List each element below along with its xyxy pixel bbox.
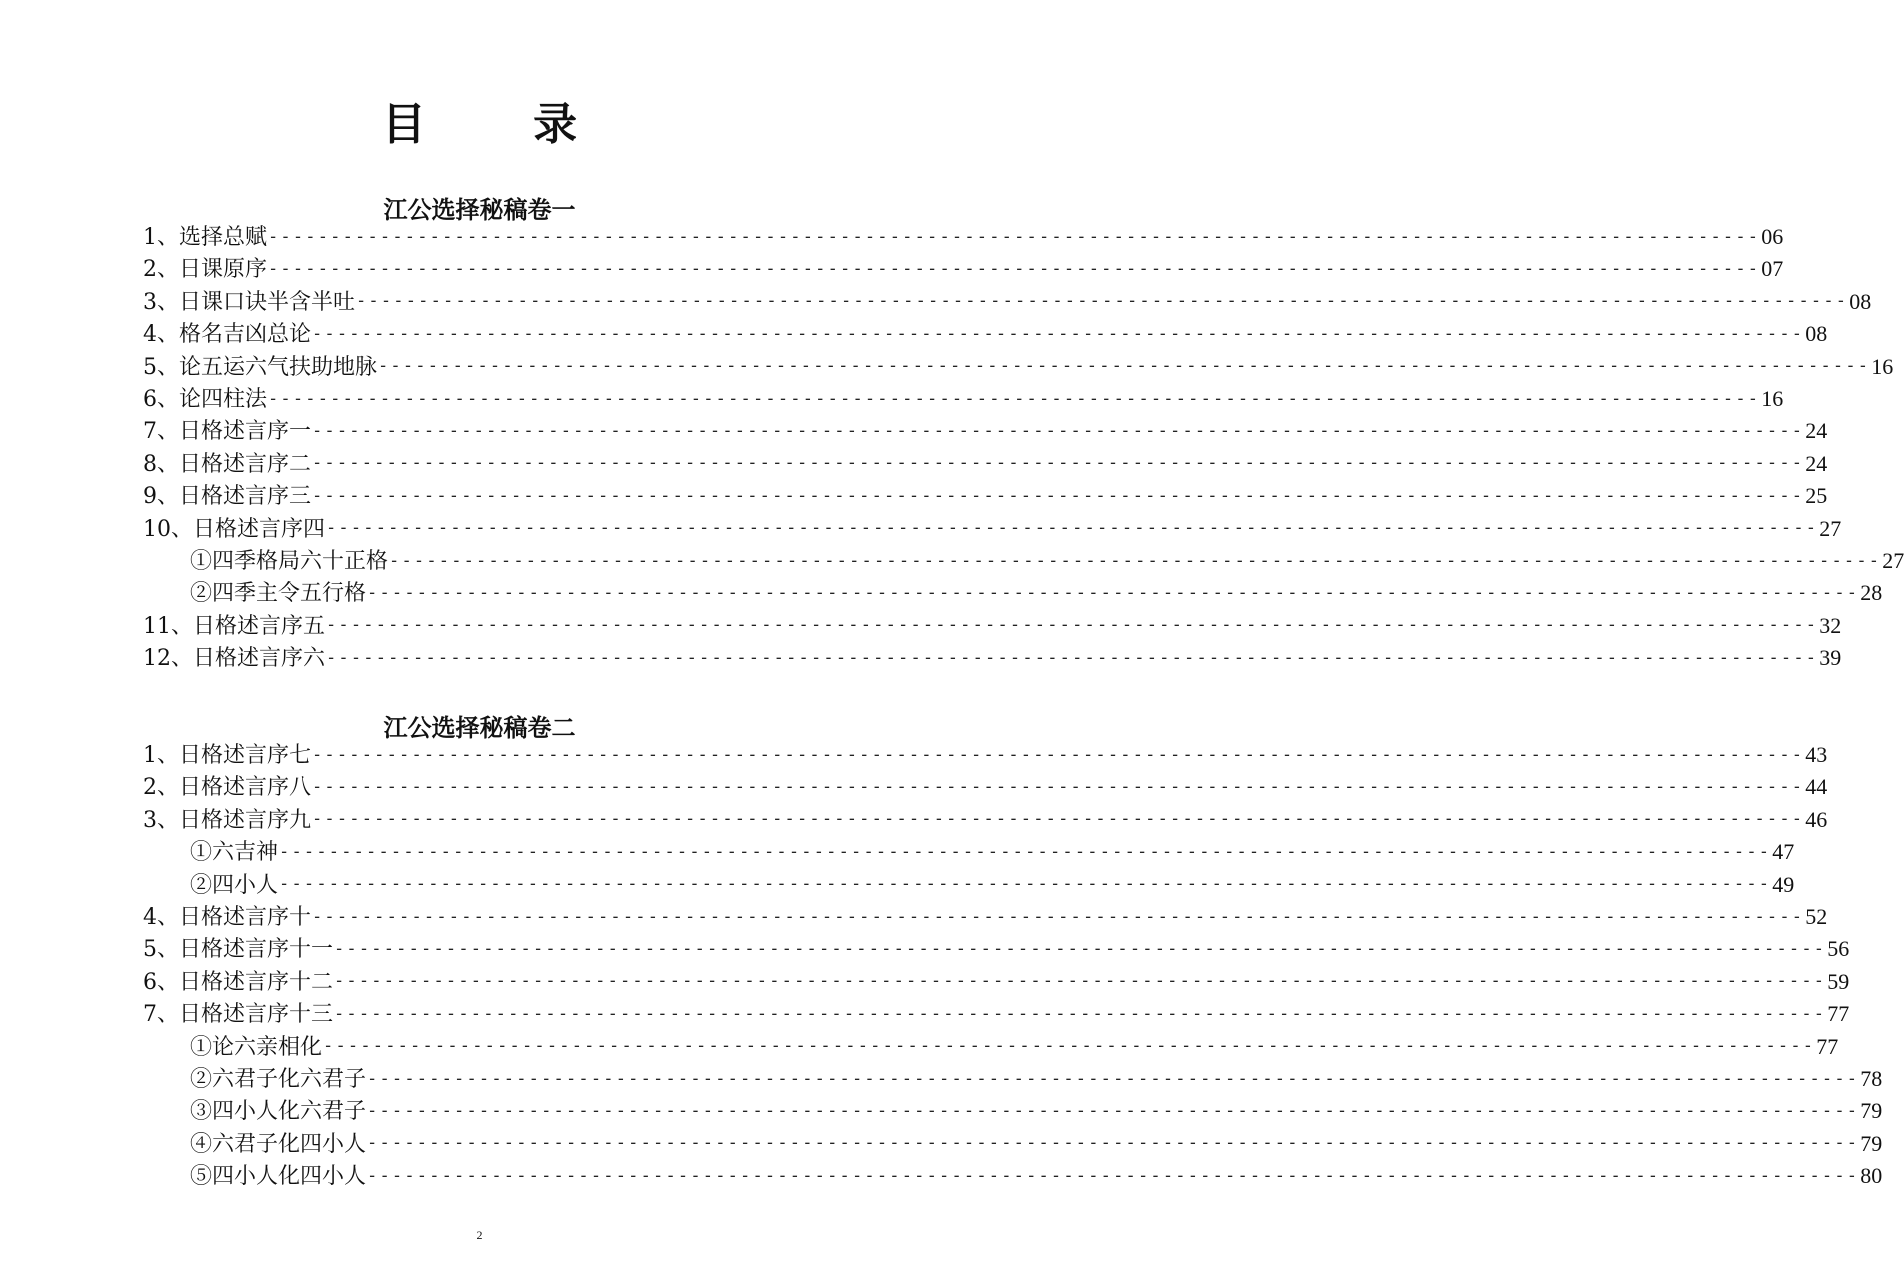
toc-entry[interactable]	[143, 480, 1828, 512]
toc-entry-label: 10、日格述言序四	[143, 516, 325, 542]
toc-list-volume-1	[143, 221, 1904, 674]
toc-entry-label: 12、日格述言序六	[143, 646, 325, 672]
toc-entry[interactable]	[143, 351, 1894, 383]
toc-page-number: 25	[1805, 483, 1828, 509]
toc-leader-dashes: ------------------------------------------------------------------------------------------------------------------------	[367, 1165, 1860, 1186]
toc-entry-label: ⑤四小人化四小人	[190, 1164, 367, 1190]
toc-entry-label: ④六君子化四小人	[190, 1131, 367, 1157]
toc-page-number: 79	[1860, 1098, 1883, 1124]
toc-page-number: 43	[1805, 742, 1828, 767]
toc-entry[interactable]	[143, 610, 1842, 642]
toc-leader-dashes: ------------------------------------------------------------------------------------------------------------------------	[389, 550, 1882, 571]
toc-page-number: 24	[1805, 450, 1828, 476]
toc-entry[interactable]	[143, 804, 1828, 836]
toc-entry-label: ①六吉神	[190, 840, 279, 866]
toc-subentry[interactable]	[143, 1128, 1883, 1160]
toc-leader-dashes: ------------------------------------------------------------------------------------------------------------------------	[326, 518, 1819, 539]
toc-leader-dashes: ------------------------------------------------------------------------------------------------------------------------	[312, 744, 1805, 765]
toc-leader-dashes: ------------------------------------------------------------------------------------------------------------------------	[268, 226, 1761, 247]
page-number: 2	[476, 1228, 483, 1242]
toc-entry[interactable]	[143, 318, 1828, 350]
toc-leader-dashes: ------------------------------------------------------------------------------------------------------------------------	[268, 259, 1761, 280]
section-title-volume-2: 江公选择秘稿卷二	[383, 714, 576, 742]
toc-leader-dashes: ------------------------------------------------------------------------------------------------------------------------	[326, 615, 1819, 636]
section-title-volume-1: 江公选择秘稿卷一	[383, 196, 576, 224]
toc-entry[interactable]	[143, 415, 1828, 447]
toc-page-number: 47	[1772, 839, 1795, 865]
toc-page-number: 59	[1827, 968, 1850, 994]
toc-page-number: 46	[1805, 806, 1828, 832]
toc-page-number: 79	[1860, 1130, 1883, 1156]
toc-entry-label: 3、日课口诀半含半吐	[143, 289, 355, 315]
toc-subentry[interactable]	[143, 1063, 1883, 1095]
toc-entry-label: 2、日格述言序八	[143, 775, 311, 801]
toc-leader-dashes: ------------------------------------------------------------------------------------------------------------------------	[312, 323, 1805, 344]
toc-page-number: 80	[1860, 1163, 1883, 1189]
toc-page-number: 08	[1849, 288, 1872, 314]
toc-leader-dashes: ------------------------------------------------------------------------------------------------------------------------	[312, 777, 1805, 798]
toc-page-number: 77	[1816, 1033, 1839, 1059]
toc-entry[interactable]	[143, 642, 1842, 674]
toc-leader-dashes: ------------------------------------------------------------------------------------------------------------------------	[279, 841, 1772, 862]
toc-page-number: 77	[1827, 1001, 1850, 1027]
toc-entry-label: 6、论四柱法	[143, 386, 267, 412]
toc-leader-dashes: ------------------------------------------------------------------------------------------------------------------------	[312, 421, 1805, 442]
toc-leader-dashes: ------------------------------------------------------------------------------------------------------------------------	[279, 874, 1772, 895]
toc-leader-dashes: ------------------------------------------------------------------------------------------------------------------------	[334, 971, 1827, 992]
toc-leader-dashes: ------------------------------------------------------------------------------------------------------------------------	[312, 906, 1805, 927]
toc-entry-label: 11、日格述言序五	[143, 613, 325, 639]
toc-entry-label: 7、日格述言序十三	[143, 1002, 333, 1028]
toc-subentry[interactable]	[143, 545, 1904, 577]
toc-page-number: 27	[1819, 515, 1842, 541]
toc-leader-dashes: ------------------------------------------------------------------------------------------------------------------------	[323, 1036, 1816, 1057]
toc-leader-dashes: ------------------------------------------------------------------------------------------------------------------------	[268, 388, 1761, 409]
toc-page-number: 16	[1761, 385, 1784, 411]
toc-entry[interactable]	[143, 771, 1828, 803]
toc-leader-dashes: ------------------------------------------------------------------------------------------------------------------------	[367, 582, 1860, 603]
toc-leader-dashes: ------------------------------------------------------------------------------------------------------------------------	[367, 1133, 1860, 1154]
toc-entry[interactable]	[143, 286, 1872, 318]
toc-page-number: 07	[1761, 256, 1784, 282]
toc-subentry[interactable]	[143, 577, 1883, 609]
toc-entry-label: 2、日课原序	[143, 257, 267, 283]
toc-entry-label: ①论六亲相化	[190, 1034, 323, 1060]
toc-subentry[interactable]	[143, 869, 1795, 901]
toc-page-number: 24	[1805, 418, 1828, 444]
toc-subentry[interactable]	[143, 1031, 1839, 1063]
toc-entry-label: 8、日格述言序二	[143, 451, 311, 477]
toc-entry[interactable]	[143, 966, 1850, 998]
toc-subentry[interactable]	[143, 1095, 1883, 1127]
toc-page-number: 56	[1827, 936, 1850, 962]
toc-entry[interactable]	[143, 933, 1850, 965]
toc-page-number: 39	[1819, 645, 1842, 671]
toc-leader-dashes: ------------------------------------------------------------------------------------------------------------------------	[312, 453, 1805, 474]
toc-entry[interactable]	[143, 221, 1784, 253]
toc-entry-label: 5、日格述言序十一	[143, 937, 333, 963]
toc-entry-label: 1、日格述言序七	[143, 743, 311, 768]
toc-entry-label: 4、格名吉凶总论	[143, 322, 311, 348]
toc-page-number: 44	[1805, 774, 1828, 800]
toc-leader-dashes: ------------------------------------------------------------------------------------------------------------------------	[326, 647, 1819, 668]
toc-entry[interactable]	[143, 448, 1828, 480]
toc-entry[interactable]	[143, 253, 1784, 285]
toc-entry-label: ③四小人化六君子	[190, 1099, 367, 1125]
toc-entry-label: 9、日格述言序三	[143, 484, 311, 510]
toc-entry[interactable]	[143, 998, 1850, 1030]
toc-leader-dashes: ------------------------------------------------------------------------------------------------------------------------	[312, 809, 1805, 830]
toc-page-number: 52	[1805, 903, 1828, 929]
toc-leader-dashes: ------------------------------------------------------------------------------------------------------------------------	[356, 291, 1849, 312]
toc-entry[interactable]	[143, 739, 1828, 771]
toc-entry-label: ②四季主令五行格	[190, 581, 367, 607]
toc-page-number: 27	[1882, 547, 1904, 573]
toc-entry-label: ②四小人	[190, 872, 279, 898]
toc-leader-dashes: ------------------------------------------------------------------------------------------------------------------------	[367, 1068, 1860, 1089]
toc-subentry[interactable]	[143, 1160, 1883, 1192]
toc-entry-label: 5、论五运六气扶助地脉	[143, 354, 377, 380]
toc-entry-label: 1、选择总赋	[143, 225, 267, 250]
toc-page-number: 06	[1761, 224, 1784, 249]
toc-subentry[interactable]	[143, 836, 1795, 868]
toc-entry-label: 4、日格述言序十	[143, 904, 311, 930]
toc-page-number: 08	[1805, 321, 1828, 347]
toc-page-number: 32	[1819, 612, 1842, 638]
toc-page-number: 49	[1772, 871, 1795, 897]
toc-entry-label: 3、日格述言序九	[143, 807, 311, 833]
toc-list-volume-2	[143, 739, 1883, 1192]
toc-entry[interactable]	[143, 513, 1842, 545]
toc-entry[interactable]	[143, 901, 1828, 933]
toc-leader-dashes: ------------------------------------------------------------------------------------------------------------------------	[378, 356, 1871, 377]
toc-entry-label: 7、日格述言序一	[143, 419, 311, 445]
page-title: 目 录	[381, 99, 624, 150]
toc-entry-label: ②六君子化六君子	[190, 1066, 367, 1092]
toc-entry-label: ①四季格局六十正格	[190, 548, 389, 574]
toc-entry-label: 6、日格述言序十二	[143, 969, 333, 995]
toc-page-number: 16	[1871, 353, 1894, 379]
toc-leader-dashes: ------------------------------------------------------------------------------------------------------------------------	[312, 485, 1805, 506]
toc-entry[interactable]	[143, 383, 1784, 415]
toc-leader-dashes: ------------------------------------------------------------------------------------------------------------------------	[334, 1003, 1827, 1024]
toc-page-number: 28	[1860, 580, 1883, 606]
toc-leader-dashes: ------------------------------------------------------------------------------------------------------------------------	[367, 1100, 1860, 1121]
toc-page-number: 78	[1860, 1065, 1883, 1091]
toc-leader-dashes: ------------------------------------------------------------------------------------------------------------------------	[334, 939, 1827, 960]
